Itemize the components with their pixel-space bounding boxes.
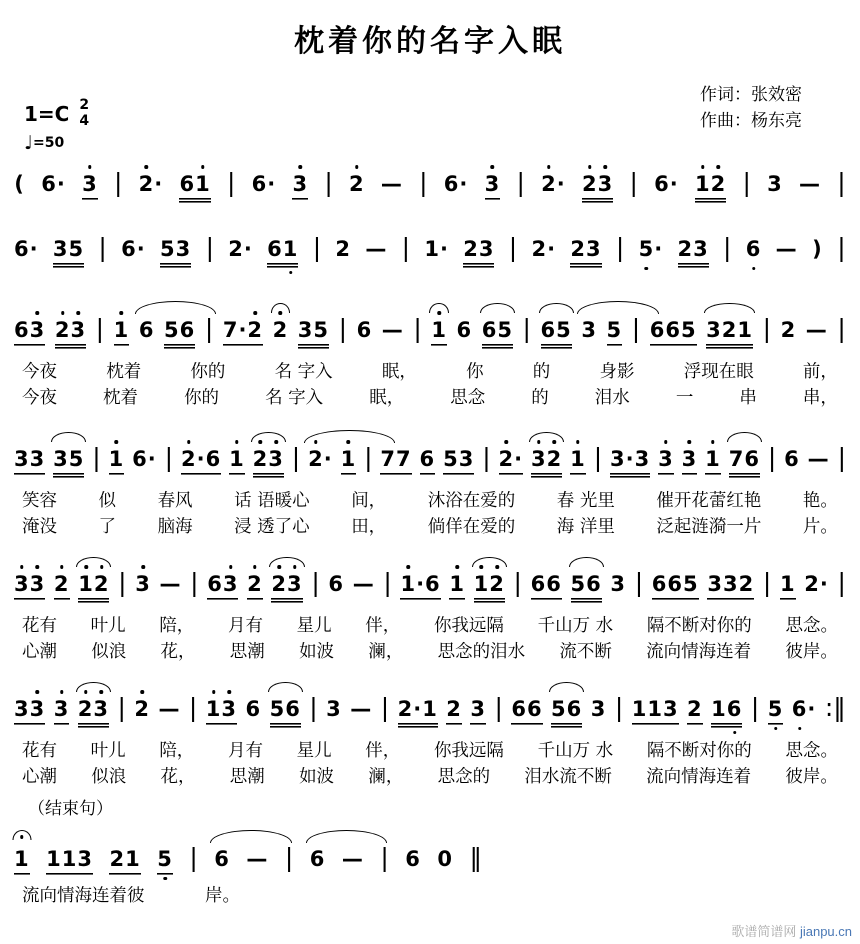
barline: |: [95, 314, 105, 343]
site-name: 歌谱简谱网: [731, 924, 797, 939]
note-group: 6: [214, 847, 230, 871]
note-group: 6: [420, 447, 436, 475]
note-group: 1: [449, 572, 465, 600]
note-group: 1: [705, 447, 721, 475]
note-group: 76: [729, 447, 760, 478]
barline: |: [364, 443, 373, 472]
lyric-segment: 串: [739, 388, 757, 408]
lyric-segment: 你的: [184, 388, 220, 408]
lyric-segment: 流向情海连着: [646, 767, 752, 787]
lyric-segment: 似: [98, 491, 117, 511]
lyric-segment: 泪水: [594, 388, 630, 408]
barline: |: [118, 568, 127, 597]
song-title: 枕着你的名字入眠: [294, 24, 566, 59]
lyric-segment: 心潮: [22, 767, 57, 787]
lyric-segment: 月有: [227, 741, 263, 761]
note-group: 13: [206, 697, 237, 725]
barline: |: [291, 443, 301, 472]
note-group: 6·: [443, 172, 469, 196]
lyrics-row: [0, 490, 860, 512]
barline: |: [723, 233, 732, 262]
lyric-segment: 眠，: [381, 362, 417, 382]
sheet-music-page: [0, 16, 860, 939]
lyric-segment: 陪，: [159, 741, 195, 761]
note-group: 63: [14, 318, 45, 346]
barline: |: [117, 693, 126, 722]
note-group: 12: [695, 172, 726, 203]
lyrics-row: [0, 615, 860, 637]
note-group: 3: [658, 447, 674, 475]
note-group: 1: [14, 847, 30, 875]
lyric-segment: 如波: [299, 642, 335, 662]
lyric-segment: 如波: [299, 767, 335, 787]
note-group: 65: [541, 318, 572, 349]
note-group: 6: [745, 237, 762, 261]
note-group: 23: [271, 572, 302, 603]
note-group: 12: [474, 572, 505, 603]
note-group: 35: [53, 447, 84, 478]
lyrics-row: [0, 387, 860, 409]
note-group: 6: [784, 447, 800, 471]
note-group: 61: [267, 237, 298, 268]
music-line-ending: [0, 819, 496, 883]
note-group: 113: [632, 697, 679, 725]
lyric-segment: 星儿: [296, 616, 332, 636]
note-group: 35: [53, 237, 84, 268]
note-group: 2·: [804, 572, 829, 596]
note-group: 2·: [308, 447, 333, 471]
note-group: 113: [46, 847, 93, 875]
dash-extension: —: [380, 172, 403, 196]
note-group: 61: [179, 172, 210, 203]
note-group: 1·: [424, 237, 449, 261]
lyric-segment: 浸 透了心: [234, 517, 310, 537]
barline: |: [631, 314, 641, 343]
lyric-segment: 彼岸。: [785, 767, 838, 787]
barline: |: [762, 314, 772, 343]
site-domain: jianpu.cn: [799, 924, 852, 939]
lyric-segment: 话 语暖心: [234, 491, 310, 511]
note-group: 23: [582, 172, 613, 203]
quarter-note-icon: ♩: [24, 131, 33, 154]
note-group: 6: [456, 318, 473, 342]
barline: |: [508, 233, 518, 262]
lyric-segment: 流不断: [559, 642, 612, 662]
barline: |: [98, 233, 107, 262]
barline: |: [762, 568, 772, 597]
lyrics-row: [0, 516, 860, 538]
note-group: 56: [551, 697, 582, 728]
lyric-segment: 澜，: [368, 767, 404, 787]
note-group: 2·: [228, 237, 253, 261]
barline: |: [615, 233, 625, 262]
lyric-segment: 倘佯在爱的: [427, 517, 516, 537]
dash-extension: —: [805, 318, 828, 342]
repeat-end-barline: :‖: [824, 693, 846, 722]
note-group: 66: [511, 697, 542, 725]
lyric-segment: 春 光里: [556, 491, 615, 511]
lyrics-row: [0, 740, 860, 762]
note-group: 3: [470, 697, 486, 725]
note-group: 23: [463, 237, 494, 268]
lyric-segment: 伴，: [365, 741, 401, 761]
barline: |: [837, 233, 846, 262]
barline: |: [634, 568, 644, 597]
lyric-segment: 岸。: [205, 886, 240, 906]
time-signature-top: 2: [79, 97, 90, 114]
dash-extension: —: [352, 572, 375, 596]
note-group: 1: [229, 447, 245, 475]
lyric-segment: 间，: [351, 491, 387, 511]
note-group: 33: [14, 447, 45, 475]
lyric-segment: 思潮: [229, 642, 265, 662]
barline: |: [284, 843, 294, 872]
lyric-segment: 的: [531, 388, 549, 408]
note-group: 665: [652, 572, 699, 600]
lyric-segment: 澜，: [368, 642, 404, 662]
lyric-segment: 脑海: [157, 517, 193, 537]
note-group: 66: [531, 572, 562, 600]
lyric-segment: 海 洋里: [556, 517, 615, 537]
barline: |: [629, 168, 638, 197]
lyric-segment: 千山万 水: [537, 741, 614, 761]
lyric-segment: 思潮: [229, 767, 265, 787]
note-group: 12: [78, 572, 109, 603]
barline: |: [338, 314, 348, 343]
note-group: 1·6: [400, 572, 440, 600]
note-group: 23: [253, 447, 284, 478]
barline: |: [401, 233, 411, 262]
note-group: 2: [446, 697, 462, 725]
note-group: 3: [82, 172, 98, 200]
note-group: 3: [581, 318, 597, 342]
music-line-verse-1: [0, 294, 860, 357]
note-group: 53: [443, 447, 474, 475]
lyric-segment: 春风: [157, 491, 193, 511]
note-group: 2·6: [181, 447, 221, 475]
note-group: 5: [768, 697, 784, 725]
note-group: 2: [272, 318, 289, 342]
dash-extension: —: [807, 447, 830, 471]
music-line-chorus-1: [0, 548, 860, 611]
tempo-value: =50: [32, 134, 65, 151]
note-group: 6·: [14, 237, 39, 261]
barline: |: [92, 443, 101, 472]
lyric-segment: 田，: [351, 517, 387, 537]
dash-extension: —: [365, 237, 388, 261]
barline: |: [750, 693, 760, 722]
key-signature: 1=C: [24, 102, 70, 126]
lyric-segment: 流向情海连着彼: [22, 886, 145, 906]
note-group: 32: [531, 447, 562, 478]
lyric-segment: 花，: [160, 642, 196, 662]
intro-paren: ): [812, 237, 823, 261]
lyric-segment: 彼岸。: [785, 642, 838, 662]
note-group: 3: [485, 172, 501, 200]
lyric-segment: 似浪: [91, 642, 127, 662]
note-group: 56: [164, 318, 195, 349]
note-group: 1: [570, 447, 586, 475]
lyric-segment: 似浪: [91, 767, 127, 787]
note-group: 56: [270, 697, 301, 728]
note-group: 65: [482, 318, 513, 349]
lyric-segment: 浮现在眼: [683, 362, 754, 382]
note-group: 33: [14, 572, 45, 600]
lyric-segment: 思念的: [437, 767, 491, 787]
note-group: 2: [687, 697, 703, 725]
note-group: 6·: [791, 697, 817, 721]
note-group: 53: [160, 237, 191, 268]
dash-extension: —: [246, 847, 269, 871]
barline: |: [205, 233, 214, 262]
barline: |: [204, 314, 214, 343]
lyric-segment: 了: [98, 517, 117, 537]
lyric-segment: 催开花蕾红艳: [656, 491, 762, 511]
lyric-segment: 一: [675, 388, 694, 408]
lyric-segment: 隔不断对你的: [646, 741, 752, 761]
time-signature-bottom: 4: [79, 112, 90, 129]
lyric-segment: 名 字入: [274, 362, 333, 382]
barline: |: [312, 233, 322, 262]
lyric-segment: 花有: [22, 741, 57, 761]
note-group: 5: [157, 847, 173, 875]
note-group: 6·: [654, 172, 679, 196]
barline: |: [380, 843, 389, 872]
note-group: 3: [326, 697, 342, 721]
note-group: 23: [55, 318, 86, 349]
lyric-segment: 思念: [450, 388, 486, 408]
note-group: 332: [707, 572, 754, 600]
lyric-segment: 前，: [802, 362, 838, 382]
music-line-intro-1: [0, 148, 860, 211]
note-group: 21: [109, 847, 140, 875]
barline: |: [516, 168, 525, 197]
barline: |: [513, 568, 522, 597]
final-barline: ‖: [469, 843, 482, 872]
dash-extension: —: [775, 237, 798, 261]
barline: |: [419, 168, 428, 197]
lyric-segment: 淹没: [22, 517, 57, 537]
lyric-segment: 思念的泪水: [437, 642, 526, 662]
dash-extension: —: [381, 318, 404, 342]
note-group: 6: [405, 847, 421, 871]
lyrics-row: [0, 641, 860, 663]
note-group: 56: [571, 572, 602, 603]
barline: |: [309, 693, 318, 722]
lyricist-credit: 作词：张效密: [700, 85, 802, 105]
lyric-segment: 名 字入: [265, 388, 324, 408]
barline: |: [837, 443, 846, 472]
barline: |: [164, 443, 174, 472]
site-watermark: [731, 921, 852, 940]
lyric-segment: 今夜: [22, 362, 57, 382]
lyric-segment: 思念。: [785, 616, 838, 636]
lyric-segment: 片。: [802, 517, 838, 537]
lyric-segment: 枕着: [103, 388, 139, 408]
lyric-segment: 心潮: [22, 642, 57, 662]
barline: |: [742, 168, 751, 197]
score: [0, 148, 860, 907]
lyric-segment: 思念。: [785, 741, 838, 761]
note-group: 2·: [138, 172, 164, 196]
note-group: 77: [380, 447, 411, 475]
barline: |: [494, 693, 503, 722]
note-group: 6: [245, 697, 262, 721]
note-group: 1: [114, 318, 130, 346]
note-group: 2: [780, 318, 797, 342]
lyric-segment: 枕着: [106, 362, 142, 382]
dash-extension: —: [158, 697, 181, 721]
lyric-segment: 泛起涟漪一片: [656, 517, 762, 537]
lyric-segment: 陪，: [159, 616, 195, 636]
lyric-segment: 今夜: [22, 388, 57, 408]
barline: |: [413, 314, 422, 343]
lyric-segment: 月有: [227, 616, 263, 636]
intro-paren: (: [14, 172, 25, 196]
dash-extension: —: [798, 172, 821, 196]
note-group: 6·: [132, 447, 157, 471]
note-group: 2: [134, 697, 150, 721]
note-group: 6: [138, 318, 155, 342]
barline: |: [226, 168, 236, 197]
lyrics-row: [0, 361, 860, 383]
lyrics-row: [0, 766, 860, 788]
note-group: 6: [356, 318, 373, 342]
note-group: 2·: [499, 447, 524, 475]
note-group: 5: [607, 318, 623, 346]
barline: |: [324, 168, 333, 197]
lyric-segment: 伴，: [365, 616, 401, 636]
barline: |: [189, 843, 198, 872]
note-group: 2: [335, 237, 352, 261]
barline: |: [380, 693, 390, 722]
lyric-segment: 艳。: [802, 491, 838, 511]
lyric-segment: 花有: [22, 616, 57, 636]
barline: |: [593, 443, 603, 472]
barline: |: [767, 443, 777, 472]
note-group: 3: [682, 447, 698, 475]
key-signature-block: [24, 97, 90, 154]
lyric-segment: 你我远隔: [433, 741, 504, 761]
dash-extension: —: [159, 572, 182, 596]
lyric-segment: 隔不断对你的: [646, 616, 752, 636]
music-line-chorus-2: [0, 673, 860, 736]
rest-note: 0: [437, 847, 453, 871]
note-group: 2·: [531, 237, 557, 261]
barline: |: [482, 443, 491, 472]
lyric-segment: 流向情海连着: [646, 642, 752, 662]
note-group: 6·: [41, 172, 66, 196]
lyric-segment: 花，: [160, 767, 196, 787]
note-group: 1: [341, 447, 357, 475]
barline: |: [311, 568, 320, 597]
barline: |: [837, 314, 846, 343]
note-group: 1: [431, 318, 447, 346]
lyric-segment: 你的: [190, 362, 226, 382]
dash-extension: —: [350, 697, 373, 721]
barline: |: [837, 568, 846, 597]
lyric-segment: 叶儿: [90, 616, 126, 636]
note-group: 3: [590, 697, 607, 721]
music-line-verse-2: [0, 423, 860, 486]
note-group: 23: [78, 697, 109, 728]
music-line-intro-2: [0, 213, 860, 276]
note-group: 2·1: [398, 697, 438, 728]
lyric-segment: 叶儿: [90, 741, 126, 761]
barline: |: [522, 314, 531, 343]
note-group: 33: [14, 697, 45, 725]
lyrics-row-ending: [0, 885, 262, 907]
lyric-segment: 笑容: [22, 491, 57, 511]
time-signature: [79, 98, 89, 129]
note-group: 16: [711, 697, 742, 728]
note-group: 23: [570, 237, 601, 268]
barline: |: [614, 693, 624, 722]
note-group: 2: [247, 572, 263, 600]
dash-extension: —: [341, 847, 364, 871]
note-group: 3: [135, 572, 151, 596]
ending-section-label: （结束句）: [28, 799, 113, 819]
barline: |: [113, 168, 123, 197]
lyric-segment: 的: [532, 362, 551, 382]
note-group: 63: [207, 572, 238, 600]
lyric-segment: 身影: [599, 362, 635, 382]
lyric-segment: 泪水流不断: [524, 767, 612, 787]
composer-credit: 作曲：杨东亮: [700, 111, 802, 132]
note-group: 6: [328, 572, 345, 596]
barline: |: [383, 568, 392, 597]
note-group: 1: [109, 447, 125, 475]
note-group: 3·3: [610, 447, 650, 478]
lyric-segment: 串，: [802, 388, 838, 408]
credits: [700, 82, 802, 135]
lyric-segment: 眠，: [369, 388, 405, 408]
lyric-segment: 星儿: [296, 741, 332, 761]
note-group: 3: [610, 572, 627, 596]
note-group: 6: [309, 847, 326, 871]
note-group: 23: [678, 237, 709, 268]
note-group: 7·2: [223, 318, 263, 346]
note-group: 321: [706, 318, 753, 349]
note-group: 2: [54, 572, 70, 600]
lyric-segment: 你: [466, 362, 484, 382]
barline: |: [837, 168, 846, 197]
lyric-segment: 千山万 水: [537, 616, 614, 636]
barline: |: [190, 568, 199, 597]
note-group: 2: [348, 172, 365, 196]
note-group: 5·: [638, 237, 664, 261]
barline: |: [188, 693, 198, 722]
note-group: 665: [650, 318, 697, 346]
note-group: 6·: [121, 237, 146, 261]
note-group: 1: [780, 572, 796, 600]
note-group: 3: [292, 172, 308, 200]
note-group: 3: [767, 172, 783, 196]
note-group: 2·: [541, 172, 566, 196]
lyric-segment: 你我远隔: [433, 616, 504, 636]
note-group: 3: [54, 697, 70, 725]
note-group: 35: [298, 318, 329, 349]
note-group: 6·: [251, 172, 277, 196]
lyric-segment: 沐浴在爱的: [427, 491, 516, 511]
